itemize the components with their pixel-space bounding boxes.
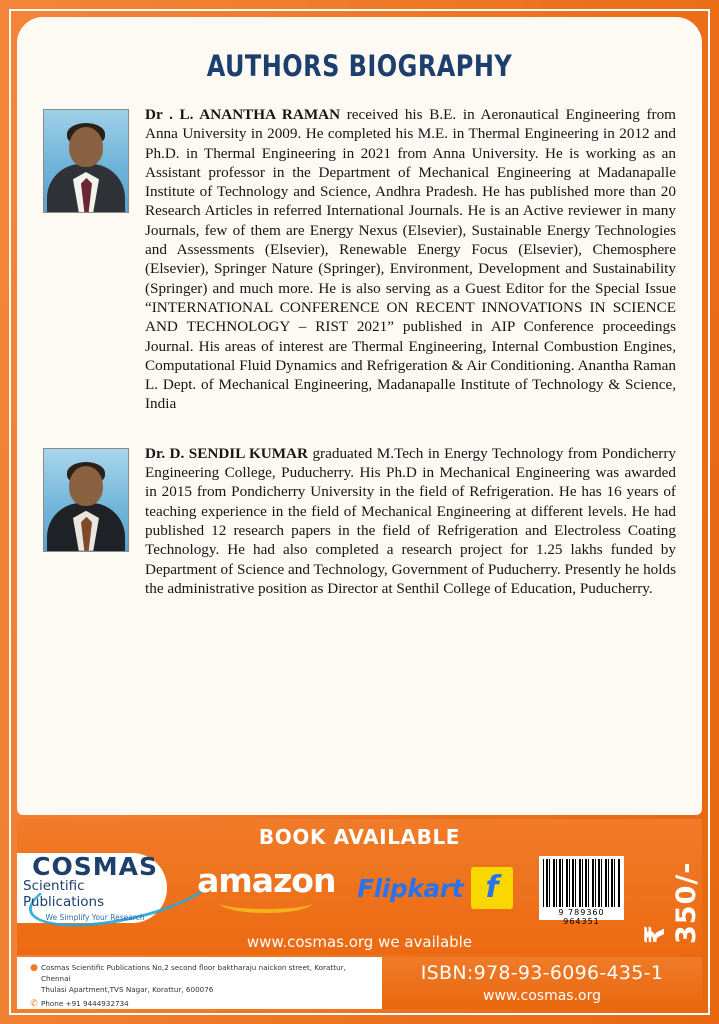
barcode-bars-icon bbox=[543, 859, 620, 907]
publisher-logo bbox=[17, 853, 167, 923]
page-title: AUTHORS BIOGRAPHY bbox=[206, 49, 513, 83]
author-entry bbox=[43, 444, 676, 598]
photo-head-shape bbox=[69, 127, 103, 167]
amazon-logo[interactable] bbox=[197, 860, 336, 913]
flipkart-f-icon bbox=[471, 867, 513, 909]
author-bio-body: received his B.E. in Aeronautical Engineering from Anna University in 2009. He completed his M.E. in Thermal Engineering in 2012 and Ph.D. in Thermal Engineering in 2021 from Anna University. He is working as an Assistant professor in the Department of Mechanical Engineering at Madanapalle Institute of Technology and Science, Andhra Pradesh. He has published more than 20 Research Articles in referred International Journals. He is an Active reviewer in many Journals, few of them are Energy Nexus (Elsevier), Sustainable Energy Technologies and Assessments (Elsevier), Renewable Energy Focus (Elsevier), Chemosphere (Elsevier), Springer Nature (Springer), Environment, Development and Sustainability (Springer) and much more. He is also serving as a Guest Editor for the Special Issue “INTERNATIONAL CONFERENCE ON RECENT INNOVATIONS IN SCIENCE AND TECHNOLOGY – RIST 2021” published in AIP Conference proceedings Journal. His areas of interest are Thermal Engineering, Internal Combustion Engines, Computational Fluid Dynamics and Refrigeration & Air Conditioning. Anantha Raman L. Dept. of Mechanical Engineering, Madanapalle Institute of Technology & Science, India bbox=[145, 106, 676, 413]
footer-address-line-1: Cosmas Scientific Publications No,2 second floor baktharaju naickon street, Korattur, Chennai bbox=[41, 963, 346, 983]
book-available-band bbox=[17, 819, 702, 955]
footer-phone bbox=[27, 999, 374, 1010]
author-photo-wrapper bbox=[43, 105, 131, 213]
footer-contact-block bbox=[17, 957, 382, 1009]
isbn-number: ISBN:978-93-6096-435-1 bbox=[420, 962, 664, 984]
authors-biography-card bbox=[17, 17, 702, 815]
publisher-name: COSMAS bbox=[32, 852, 158, 882]
price-label: ₹ 350/- bbox=[640, 861, 702, 944]
book-available-heading: BOOK AVAILABLE bbox=[258, 825, 461, 849]
flipkart-f-glyph: f bbox=[485, 870, 499, 905]
amazon-wordmark: amazon bbox=[197, 860, 336, 900]
barcode bbox=[539, 856, 624, 926]
author-photo bbox=[43, 448, 129, 552]
author-entry bbox=[43, 105, 676, 414]
footer bbox=[17, 957, 702, 1009]
publisher-tagline: We Simplify Your Research bbox=[45, 912, 145, 922]
flipkart-wordmark: Flipkart bbox=[357, 873, 464, 903]
isbn-block bbox=[382, 957, 702, 1009]
footer-address-line-2: Thulasi Apartment,TVS Nagar, Korattur, 600076 bbox=[41, 984, 214, 994]
promo-website[interactable]: www.cosmas.org we available bbox=[246, 933, 473, 951]
author-name: Dr . L. ANANTHA RAMAN bbox=[145, 106, 341, 123]
location-pin-icon: ● bbox=[30, 963, 38, 973]
phone-icon: ✆ bbox=[30, 999, 38, 1010]
flipkart-logo[interactable] bbox=[357, 867, 513, 909]
barcode-number: 9 789360 964351 bbox=[558, 908, 605, 926]
publisher-subtitle: Scientific Publications bbox=[23, 878, 105, 910]
author-bio-body: graduated M.Tech in Energy Technology from Pondicherry Engineering College, Puducherry. His Ph.D in Mechanical Engineering was awarded in 2015 from Pondicherry University in the field of Refrigeration. He has 16 years of teaching experience in the field of Mechanical Engineering at different levels. He had published 12 research papers in the field of Refrigeration and Electroless Coating Technology. He had also completed a research project for 1.25 lakhs funded by Department of Science and Technology, Government of Puducherry. Presently he holds the administrative position as Director at Senthil College of Education, Puducherry. bbox=[145, 444, 676, 597]
author-bio-text bbox=[145, 105, 676, 414]
author-bio-text bbox=[145, 444, 676, 598]
photo-head-shape bbox=[69, 466, 103, 506]
author-photo-wrapper bbox=[43, 444, 131, 552]
publisher-website[interactable]: www.cosmas.org bbox=[483, 988, 601, 1004]
cover-frame bbox=[9, 9, 710, 1015]
author-photo bbox=[43, 109, 129, 213]
footer-phone-text: Phone +91 9444932734 bbox=[41, 999, 129, 1009]
author-name: Dr. D. SENDIL KUMAR bbox=[145, 444, 308, 462]
footer-address bbox=[27, 963, 374, 995]
